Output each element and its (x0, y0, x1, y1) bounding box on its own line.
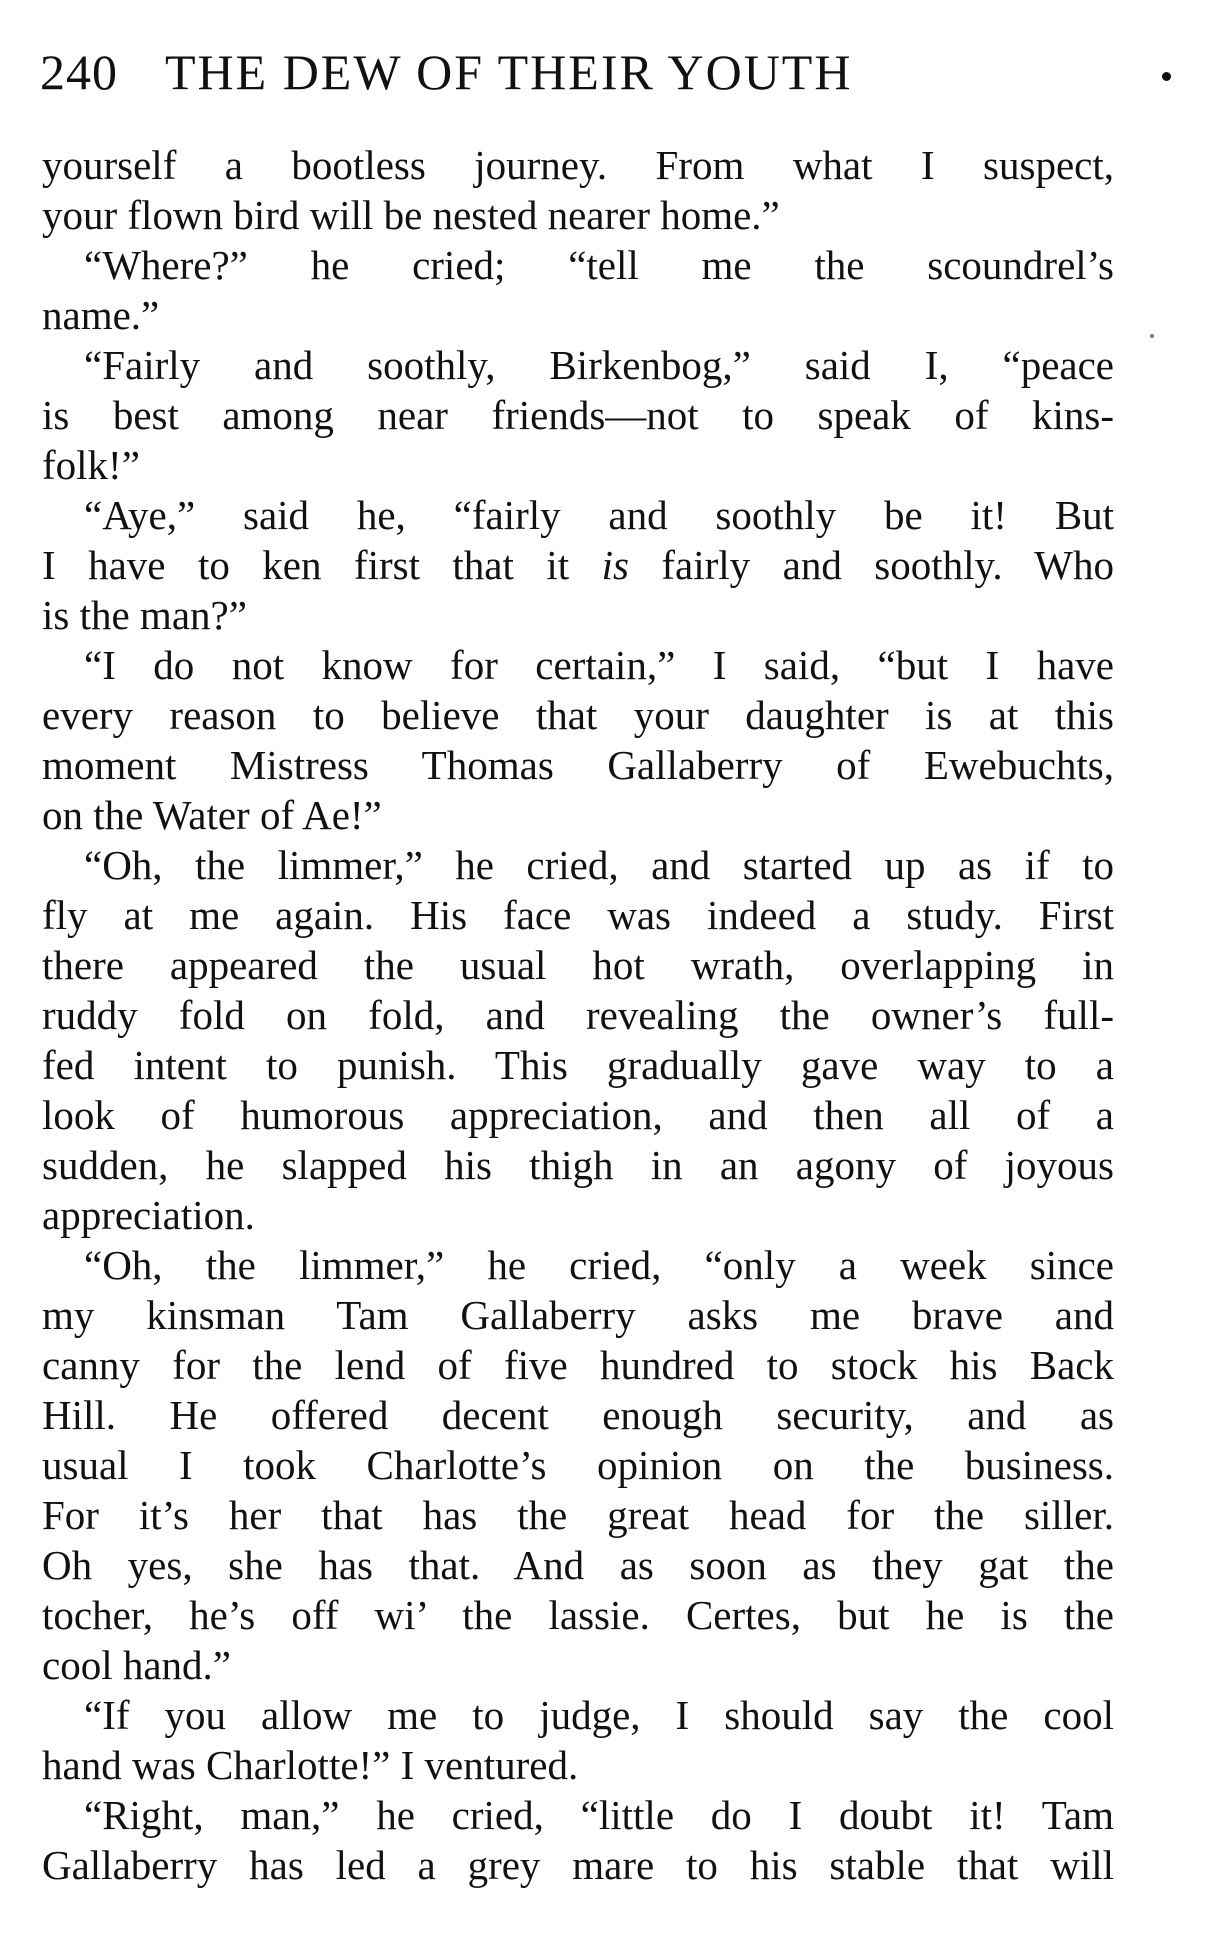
text-line: I have to ken first that it is fairly and soothly. Who (42, 542, 1114, 588)
text-line: moment Mistress Thomas Gallaberry of Ewebuchts, (42, 742, 1114, 788)
text-line: your flown bird will be nested nearer home.” (42, 192, 780, 238)
running-title: THE DEW OF THEIR YOUTH (165, 44, 853, 100)
text-line: cool hand.” (42, 1642, 231, 1688)
body-text (42, 140, 1114, 1890)
text-line: hand was Charlotte!” I ventured. (42, 1742, 579, 1788)
page-number: 240 (40, 44, 118, 100)
text-line: Oh yes, she has that. And as soon as they gat the (42, 1542, 1114, 1588)
page-speck (1150, 334, 1154, 338)
text-line: canny for the lend of five hundred to stock his Back (42, 1342, 1114, 1388)
text-line: is the man?” (42, 592, 247, 638)
text-line: usual I took Charlotte’s opinion on the business. (42, 1442, 1114, 1488)
text-line: fly at me again. His face was indeed a study. First (42, 892, 1114, 938)
text-line: “Where?” he cried; “tell me the scoundrel’s (84, 242, 1114, 288)
text-line: “If you allow me to judge, I should say the cool (84, 1692, 1114, 1738)
text-line: sudden, he slapped his thigh in an agony of joyous (42, 1142, 1114, 1188)
text-line: every reason to believe that your daughter is at this (42, 692, 1114, 738)
page-header (40, 42, 1170, 102)
text-line: yourself a bootless journey. From what I suspect, (42, 142, 1114, 188)
text-line: look of humorous appreciation, and then all of a (42, 1092, 1114, 1138)
text-line: on the Water of Ae!” (42, 792, 382, 838)
text-line: fed intent to punish. This gradually gave way to a (42, 1042, 1114, 1088)
text-line: folk!” (42, 442, 140, 488)
text-line: Gallaberry has led a grey mare to his stable that will (42, 1842, 1114, 1888)
emphasis: is (601, 542, 629, 588)
text-line: “Oh, the limmer,” he cried, “only a week since (84, 1242, 1114, 1288)
text-line: ruddy fold on fold, and revealing the owner’s full- (42, 992, 1114, 1038)
text-line: Hill. He offered decent enough security, and as (42, 1392, 1114, 1438)
text-line: “Oh, the limmer,” he cried, and started up as if to (84, 842, 1114, 888)
text-line: “Fairly and soothly, Birkenbog,” said I, “peace (84, 342, 1114, 388)
text-line: “Aye,” said he, “fairly and soothly be it! But (84, 492, 1114, 538)
text-line: appreciation. (42, 1192, 255, 1238)
text-line: there appeared the usual hot wrath, overlapping in (42, 942, 1114, 988)
header-dot-mark (1162, 72, 1171, 81)
text-line: “I do not know for certain,” I said, “but I have (84, 642, 1114, 688)
text-line: name.” (42, 292, 160, 338)
text-line: For it’s her that has the great head for the siller. (42, 1492, 1114, 1538)
text-line: tocher, he’s off wi’ the lassie. Certes, but he is the (42, 1592, 1114, 1638)
text-line: is best among near friends—not to speak of kins- (42, 392, 1114, 438)
text-line: “Right, man,” he cried, “little do I doubt it! Tam (84, 1792, 1114, 1838)
text-line: my kinsman Tam Gallaberry asks me brave and (42, 1292, 1114, 1338)
